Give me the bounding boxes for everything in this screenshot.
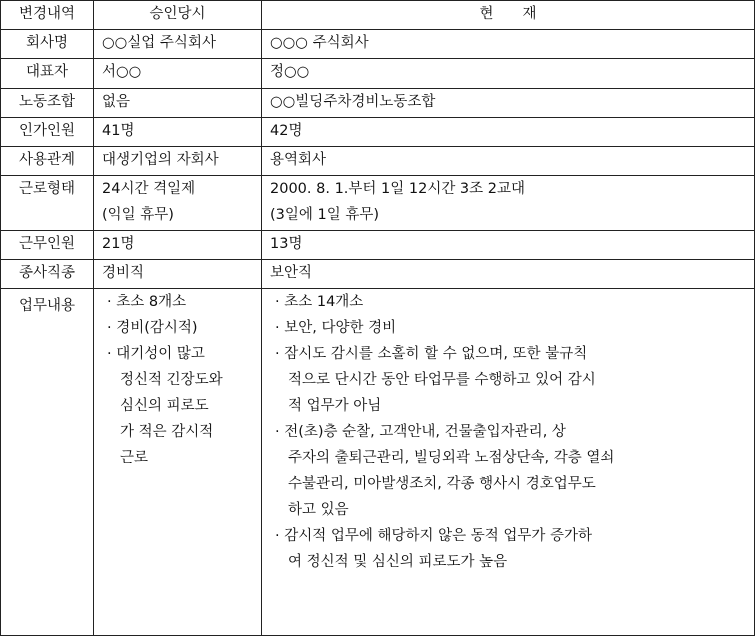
table-row-staff xyxy=(1,231,755,260)
table-row-company xyxy=(1,30,755,59)
row-label: 종사직종 xyxy=(1,260,94,289)
bullet-item xyxy=(270,523,754,575)
text-line: 하고 있음 xyxy=(288,502,349,518)
current-cell xyxy=(262,176,755,231)
header-row xyxy=(1,1,755,30)
bullet-item xyxy=(270,341,754,419)
current-cell: 13명 xyxy=(262,231,755,260)
header-before: 승인당시 xyxy=(94,1,262,30)
header-current: 현 재 xyxy=(262,1,755,30)
text-line: 가 적은 감시적 xyxy=(120,424,214,440)
current-cell: 42명 xyxy=(262,118,755,147)
text-line: 24시간 격일제 xyxy=(102,181,196,197)
row-label: 업무내용 xyxy=(1,289,94,636)
text-line: 대기성이 많고 xyxy=(116,346,205,362)
row-label: 회사명 xyxy=(1,30,94,59)
before-cell xyxy=(94,289,262,636)
text-line: 감시적 업무에 해당하지 않은 동적 업무가 증가하 xyxy=(284,528,593,544)
before-cell: 대생기업의 자회사 xyxy=(94,147,262,176)
row-label: 사용관계 xyxy=(1,147,94,176)
current-cell: 보안직 xyxy=(262,260,755,289)
before-cell: 없음 xyxy=(94,89,262,118)
bullet-item: · 초소 14개소 xyxy=(270,289,754,315)
before-cell xyxy=(94,176,262,231)
row-label: 대표자 xyxy=(1,59,94,89)
table-row-relation xyxy=(1,147,755,176)
row-label: 근로형태 xyxy=(1,176,94,231)
text-line: (3일에 1일 휴무) xyxy=(270,207,380,223)
before-cell: 경비직 xyxy=(94,260,262,289)
table-row-type xyxy=(1,260,755,289)
table-row-approved xyxy=(1,118,755,147)
text-line: 주자의 출퇴근관리, 빌딩외곽 노점상단속, 각층 열쇠 xyxy=(288,450,615,466)
header-label: 변경내역 xyxy=(1,1,94,30)
before-cell: 41명 xyxy=(94,118,262,147)
bullet-item: · 초소 8개소 xyxy=(102,289,261,315)
table-row-form xyxy=(1,176,755,231)
current-cell: 정○○ xyxy=(262,59,755,89)
table-row-ceo xyxy=(1,59,755,89)
text-line: 잠시도 감시를 소홀히 할 수 없으며, 또한 불규칙 xyxy=(284,346,588,362)
current-cell: ○○빌딩주차경비노동조합 xyxy=(262,89,755,118)
text-line: 적으로 단시간 동안 타업무를 수행하고 있어 감시 xyxy=(288,372,596,388)
current-cell xyxy=(262,289,755,636)
row-label: 인가인원 xyxy=(1,118,94,147)
bullet-item: · 보안, 다양한 경비 xyxy=(270,315,754,341)
text-line: 수불관리, 미아발생조치, 각종 행사시 경호업무도 xyxy=(288,476,596,492)
row-label: 노동조합 xyxy=(1,89,94,118)
text-line: 심신의 피로도 xyxy=(120,398,209,414)
bullet-item: · 경비(감시적) xyxy=(102,315,261,341)
bullet-item xyxy=(270,419,754,523)
table-row-union xyxy=(1,89,755,118)
row-label: 근무인원 xyxy=(1,231,94,260)
text-line: 근로 xyxy=(120,450,149,466)
text-line: 전(초)층 순찰, 고객안내, 건물출입자관리, 상 xyxy=(284,424,566,440)
text-line: 정신적 긴장도와 xyxy=(120,372,223,388)
text-line: 여 정신적 및 심신의 피로도가 높음 xyxy=(288,554,508,570)
current-cell: ○○○ 주식회사 xyxy=(262,30,755,59)
text-line: 2000. 8. 1.부터 1일 12시간 3조 2교대 xyxy=(270,181,526,197)
before-cell: 21명 xyxy=(94,231,262,260)
current-cell: 용역회사 xyxy=(262,147,755,176)
bullet-item xyxy=(102,341,261,471)
before-cell: ○○실업 주식회사 xyxy=(94,30,262,59)
text-line: 적 업무가 아님 xyxy=(288,398,382,414)
table-row-duties xyxy=(1,289,755,636)
text-line: (익일 휴무) xyxy=(102,207,174,223)
before-cell: 서○○ xyxy=(94,59,262,89)
